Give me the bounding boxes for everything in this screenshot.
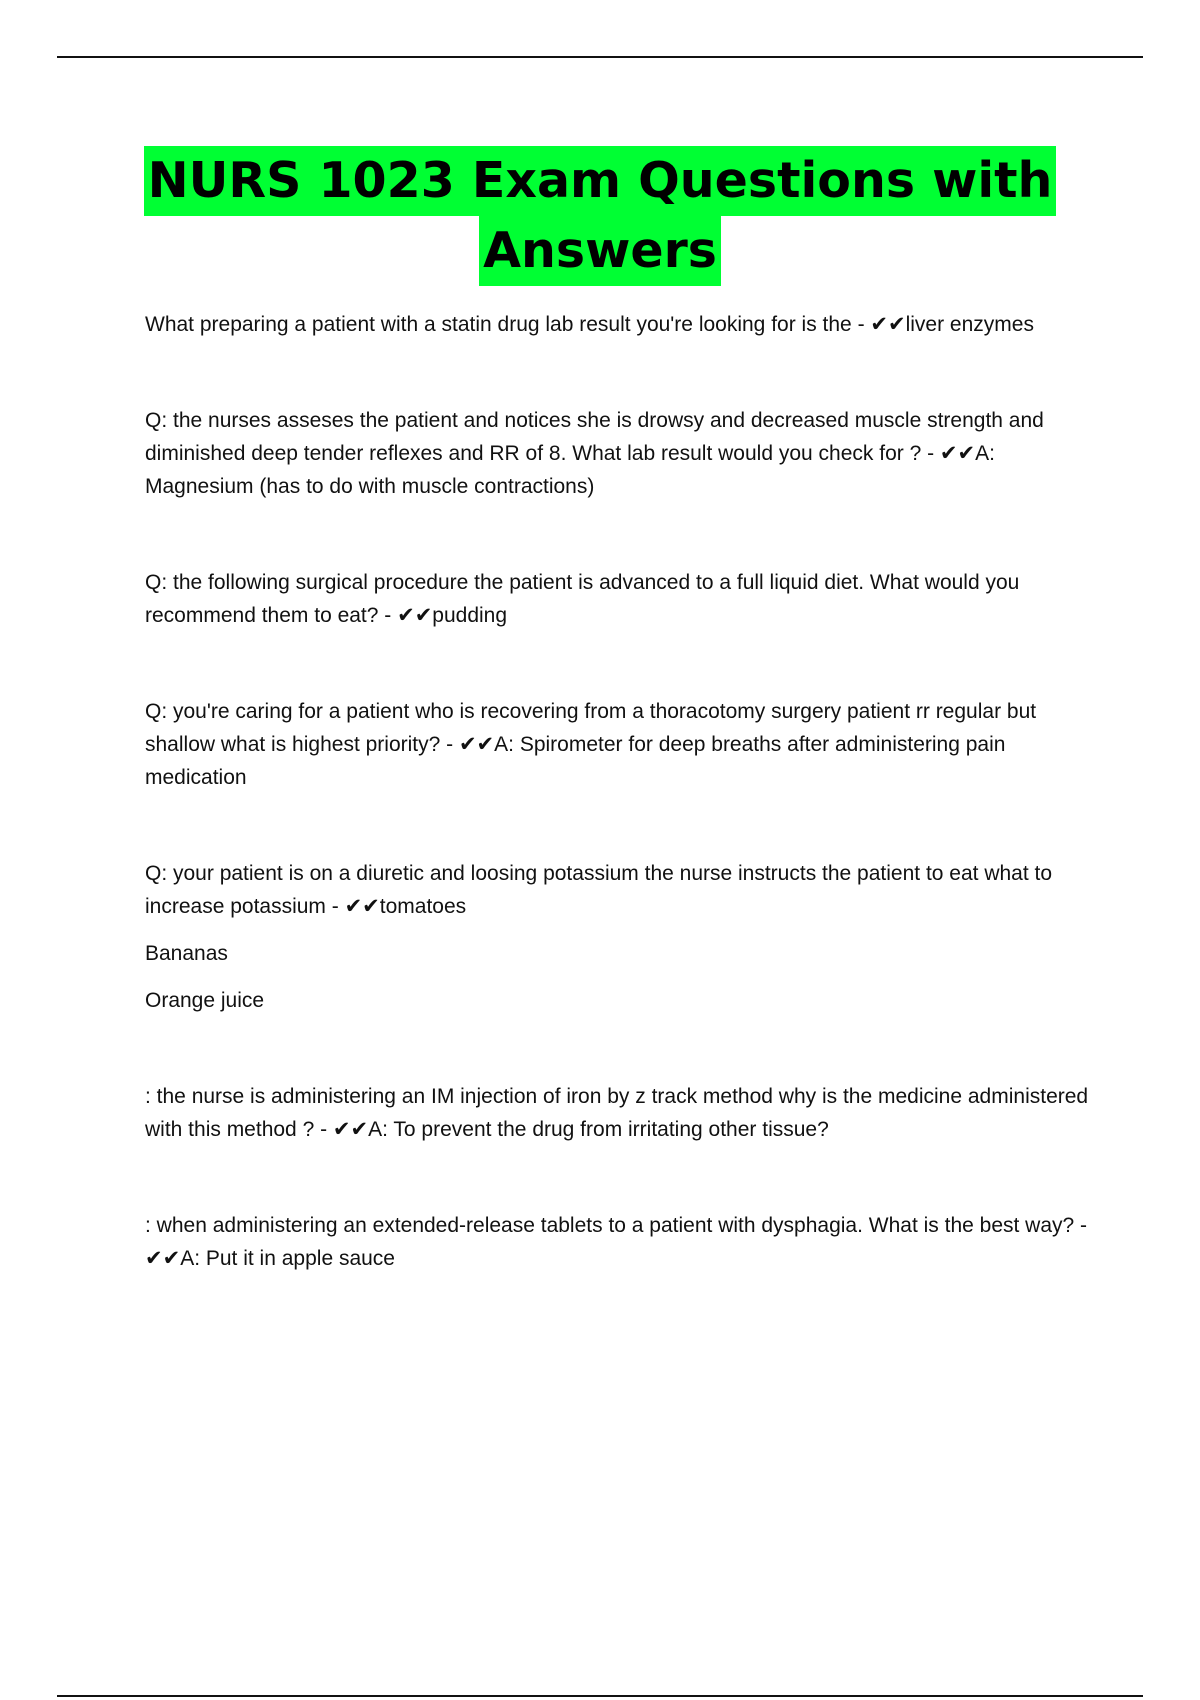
qa-item-z-track: : the nurse is administering an IM injection of iron by z track method why is the medicine administered with this method ? - ✔✔A: To prevent the drug from irritating other tissue? [145, 1085, 1089, 1141]
qa-item-liquid-diet: Q: the following surgical procedure the patient is advanced to a full liquid diet. What would you recommend them to eat? - ✔✔pudding [145, 571, 1020, 627]
qa-item-potassium-group [145, 857, 1095, 1017]
title-line-1: NURS 1023 Exam Questions with [144, 146, 1057, 216]
qa-item-statin: What preparing a patient with a statin drug lab result you're looking for is the - ✔✔liver enzymes [145, 313, 1034, 336]
qa-item-magnesium: Q: the nurses asseses the patient and notices she is drowsy and decreased muscle strength and diminished deep tender reflexes and RR of 8. What lab result would you check for ? - ✔✔A: Magnesium (has to do with muscle contractions) [145, 409, 1044, 498]
qa-item-thoracotomy: Q: you're caring for a patient who is recovering from a thoracotomy surgery patient rr regular but shallow what is highest priority? - ✔✔A: Spirometer for deep breaths after administering pain medication [145, 700, 1037, 789]
potassium-extra-orange-juice: Orange juice [145, 989, 265, 1012]
qa-item-potassium: Q: your patient is on a diuretic and loosing potassium the nurse instructs the patient to eat what to increase potassium - ✔✔tomatoes [145, 862, 1053, 918]
potassium-extra-bananas: Bananas [145, 942, 228, 965]
qa-item-dysphagia: : when administering an extended-release tablets to a patient with dysphagia. What is the best way? - ✔✔A: Put it in apple sauce [145, 1214, 1088, 1270]
title-line-2: Answers [479, 216, 721, 286]
bottom-rule [57, 1695, 1143, 1697]
document-title [0, 146, 1200, 286]
qa-list [145, 308, 1095, 1275]
top-rule [57, 56, 1143, 58]
